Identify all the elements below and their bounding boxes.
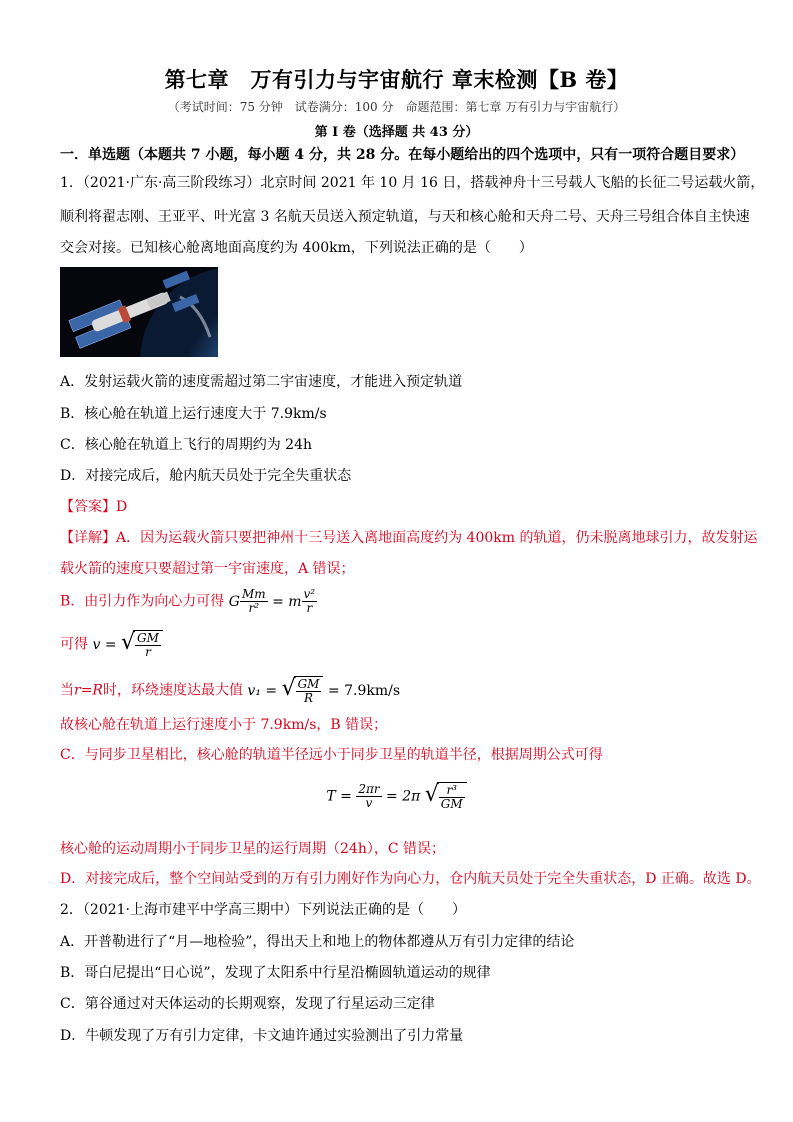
denominator: r bbox=[306, 601, 313, 615]
symbol-m: m bbox=[288, 593, 302, 610]
fraction-2pir-over-v bbox=[356, 783, 381, 810]
section-heading: 一．单选题（本题共 7 小题，每小题 4 分，共 28 分。在每小题给出的四个选项中，只有一项符合题目要求） bbox=[60, 147, 745, 163]
q1-option-a: A．发射运载火箭的速度需超过第二宇宙速度，才能进入预定轨道 bbox=[60, 374, 463, 390]
radical-icon: √ bbox=[281, 676, 296, 701]
q1-stem-line-1: 1．（2021·广东·高三阶段练习）北京时间 2021 年 10 月 16 日，搭载神舟十三号载人飞船的长征二号运载火箭， bbox=[60, 175, 765, 191]
symbol-t: T bbox=[326, 788, 336, 805]
q1-stem-line-2: 顺利将翟志刚、王亚平、叶光富 3 名航天员送入预定轨道，与天和核心舱和天舟二号、天舟三号组合体自主快速 bbox=[60, 209, 750, 225]
q1-detail-b-formula-line bbox=[60, 588, 317, 615]
q1-detail-b-intro: B．由引力作为向心力可得 bbox=[60, 593, 225, 610]
q1-detail-b-conclusion: 故核心舱在轨道上运行速度小于 7.9km/s，B 错误； bbox=[60, 717, 388, 733]
q2-option-a: A．开普勒进行了“月—地检验”，得出天上和地上的物体都遵从万有引力定律的结论 bbox=[60, 934, 575, 950]
symbol-v: v bbox=[92, 636, 101, 653]
q1-detail-a-line-2: 载火箭的速度只要超过第一宇宙速度，A 错误； bbox=[60, 561, 355, 577]
denominator: v bbox=[365, 796, 373, 810]
max-velocity-equation bbox=[247, 676, 401, 705]
q1-detail-a-line-1: 【详解】A．因为运载火箭只要把神州十三号送入离地面高度约为 400km 的轨道，仍未脱离地球引力，故发射运 bbox=[60, 530, 758, 546]
q2-option-c: C．第谷通过对天体运动的长期观察，发现了行星运动三定律 bbox=[60, 996, 435, 1012]
numerator: GM bbox=[297, 677, 320, 691]
fraction-mm-over-r2 bbox=[240, 588, 268, 615]
q1-answer: 【答案】D bbox=[60, 499, 128, 515]
exam-info: （考试时间：75 分钟 试卷满分：100 分 命题范围：第七章 万有引力与宇宙航行） bbox=[167, 100, 626, 114]
max-velocity-value: = 7.9km/s bbox=[327, 682, 401, 699]
gravity-equation bbox=[228, 587, 317, 615]
q1-option-d: D．对接完成后，舱内航天员处于完全失重状态 bbox=[60, 468, 352, 484]
q1-detail-b-result-line bbox=[60, 630, 163, 659]
radical-icon: √ bbox=[424, 782, 439, 807]
part-heading: 第 I 卷（选择题 共 43 分） bbox=[314, 125, 479, 140]
denominator: GM bbox=[440, 797, 463, 811]
radical-icon: √ bbox=[121, 630, 136, 655]
numerator: Mm bbox=[241, 587, 266, 601]
condition-r-equals-R: r=R bbox=[74, 682, 103, 699]
q1-detail-d-conclusion: D．对接完成后，整个空间站受到的万有引力刚好作为向心力，仓内航天员处于完全失重状态，D 正确。故选 D。 bbox=[60, 871, 761, 887]
numerator: v² bbox=[303, 587, 316, 601]
q1-option-c: C．核心舱在轨道上飞行的周期约为 24h bbox=[60, 437, 312, 453]
q2-option-b: B．哥白尼提出“日心说”，发现了太阳系中行星沿椭圆轨道运动的规律 bbox=[60, 965, 491, 981]
denominator: r² bbox=[248, 601, 260, 615]
max-prefix: 当 bbox=[60, 682, 74, 699]
period-equation bbox=[0, 782, 793, 811]
max-mid-text: 时，环绕速度达最大值 bbox=[102, 682, 243, 699]
numerator: 2πr bbox=[358, 782, 380, 796]
q1-stem-line-3: 交会对接。已知核心舱离地面高度约为 400km，下列说法正确的是（ ） bbox=[60, 240, 533, 256]
equals-sign-2: = bbox=[386, 788, 398, 805]
velocity-equation bbox=[92, 630, 162, 659]
fraction-v2-over-r bbox=[302, 588, 318, 615]
sqrt-gm-over-R bbox=[282, 676, 324, 705]
q1-detail-c-intro: C．与同步卫星相比，核心舱的轨道半径远小于同步卫星的轨道半径，根据周期公式可得 bbox=[60, 747, 603, 763]
numerator: GM bbox=[137, 631, 159, 645]
symbol-2pi: 2π bbox=[402, 788, 421, 805]
equals-sign: = bbox=[272, 593, 284, 610]
q1-detail-b-max-line bbox=[60, 676, 400, 705]
symbol-v1: v₁ bbox=[247, 682, 261, 699]
symbol-g: G bbox=[228, 593, 240, 610]
q2-option-d: D．牛顿发现了万有引力定律，卡文迪许通过实验测出了引力常量 bbox=[60, 1028, 464, 1044]
q1-detail-c-conclusion: 核心舱的运动周期小于同步卫星的运行周期（24h），C 错误； bbox=[60, 841, 445, 857]
denominator: r bbox=[145, 645, 151, 659]
page-title: 第七章 万有引力与宇宙航行 章末检测【B 卷】 bbox=[164, 67, 629, 92]
result-prefix: 可得 bbox=[60, 636, 88, 653]
space-station-illustration bbox=[60, 267, 218, 357]
space-station-photo bbox=[60, 267, 218, 357]
sqrt-r3-over-gm bbox=[425, 782, 467, 811]
equals-sign: = bbox=[340, 788, 352, 805]
equals-sign: = bbox=[265, 682, 278, 699]
q1-option-b: B．核心舱在轨道上运行速度大于 7.9km/s bbox=[60, 406, 327, 422]
numerator: r³ bbox=[439, 784, 465, 798]
sqrt-gm-over-r bbox=[121, 630, 163, 659]
denominator: R bbox=[304, 691, 314, 705]
q2-stem: 2．（2021·上海市建平中学高三期中）下列说法正确的是（ ） bbox=[60, 902, 466, 918]
equals-sign: = bbox=[104, 636, 117, 653]
